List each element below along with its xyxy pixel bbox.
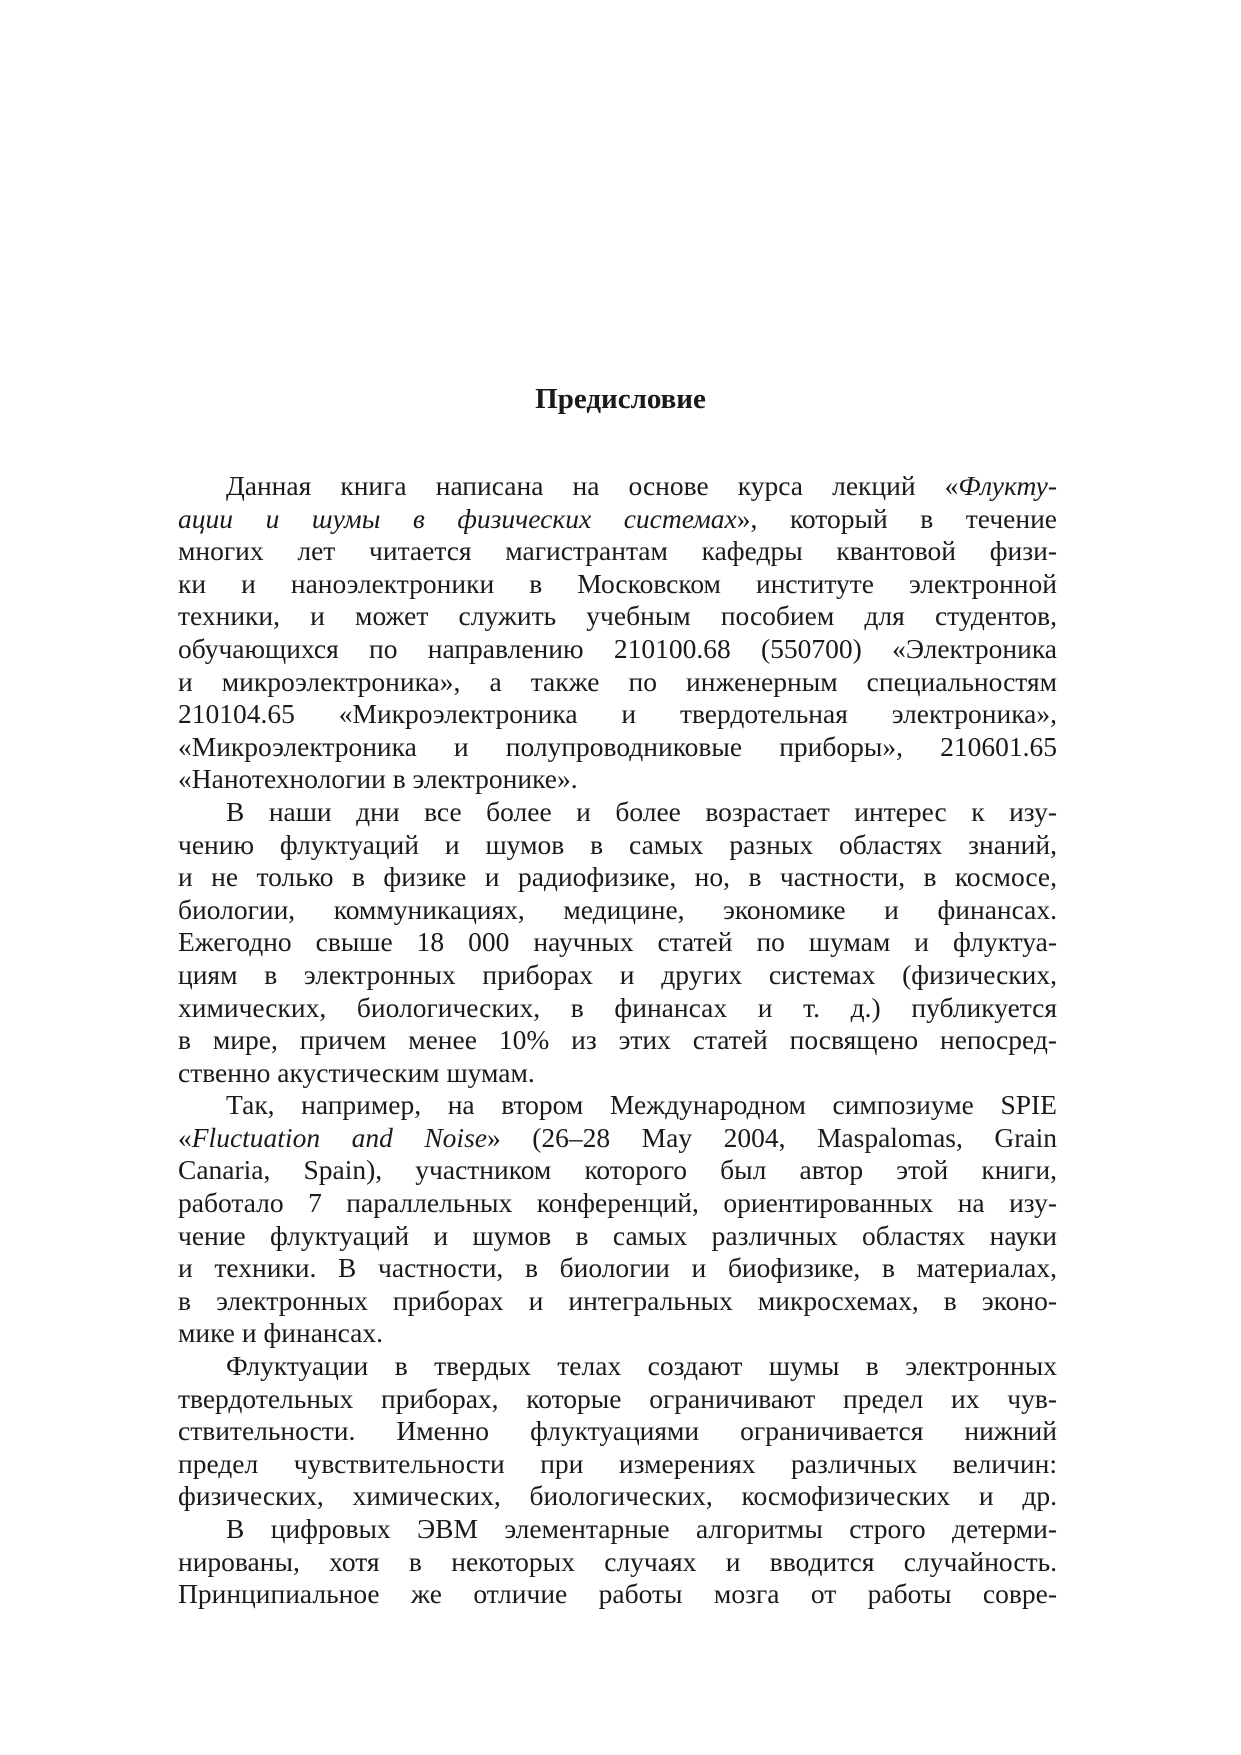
text-line <box>178 1448 1057 1481</box>
text-segment: чению флуктуаций и шумов в самых разных областях знаний, <box>178 828 1057 860</box>
text-segment: ации и шумы в физических системах <box>178 502 737 534</box>
text-line <box>178 1154 1057 1187</box>
text-segment: Fluctuation and Noise <box>191 1121 487 1153</box>
text-line <box>178 1252 1057 1285</box>
text-line <box>178 1350 1057 1383</box>
body-text <box>178 470 1057 1611</box>
text-line <box>178 1187 1057 1220</box>
text-line <box>178 1057 1057 1090</box>
text-segment: В наши дни все более и более возрастает интерес к изу- <box>226 795 1057 827</box>
text-line <box>178 1220 1057 1253</box>
page-title: Предисловие <box>535 383 706 415</box>
text-segment: 210104.65 «Микроэлектроника и твердотельная электроника», <box>178 698 1057 730</box>
text-line <box>178 926 1057 959</box>
text-segment: Флуктуации в твердых телах создают шумы в электронных <box>226 1350 1057 1382</box>
text-segment: в мире, причем менее 10% из этих статей посвящено непосред- <box>178 1024 1057 1056</box>
text-line <box>178 992 1057 1025</box>
text-line <box>178 1415 1057 1448</box>
text-segment: ственно акустическим шумам. <box>178 1056 535 1088</box>
text-segment: чение флуктуаций и шумов в самых различных областях науки <box>178 1219 1057 1251</box>
text-segment: физических, химических, биологических, космофизических и др. <box>178 1480 1057 1512</box>
text-line <box>178 568 1057 601</box>
text-segment: Canaria, Spain), участником которого был автор этой книги, <box>178 1154 1057 1186</box>
text-segment: », который в течение <box>736 502 1057 534</box>
text-line <box>178 861 1057 894</box>
text-line <box>178 535 1057 568</box>
text-line <box>178 1317 1057 1350</box>
text-line <box>178 763 1057 796</box>
text-line <box>178 666 1057 699</box>
text-segment: обучающихся по направлению 210100.68 (550700) «Электроника <box>178 632 1057 664</box>
text-segment: и не только в физике и радиофизике, но, в частности, в космосе, <box>178 861 1057 893</box>
text-line <box>178 1578 1057 1611</box>
text-line <box>178 1383 1057 1416</box>
text-segment: В цифровых ЭВМ элементарные алгоритмы строго детерми- <box>226 1513 1057 1544</box>
text-segment: « <box>178 1121 192 1153</box>
text-line <box>178 1285 1057 1318</box>
text-segment: «Микроэлектроника и полупроводниковые приборы», 210601.65 <box>178 730 1057 762</box>
text-line <box>178 1513 1057 1546</box>
text-segment: твердотельных приборах, которые ограничивают предел их чув- <box>178 1382 1057 1414</box>
text-line <box>178 503 1057 536</box>
text-line <box>178 829 1057 862</box>
text-line <box>178 1546 1057 1579</box>
text-segment: химических, биологических, в финансах и т. д.) публикуется <box>178 991 1057 1023</box>
text-line <box>178 633 1057 666</box>
text-segment: техники, и может служить учебным пособием для студентов, <box>178 600 1057 632</box>
text-line <box>178 470 1057 503</box>
text-segment: Так, например, на втором Международном симпозиуме SPIE <box>226 1089 1057 1121</box>
text-line <box>178 600 1057 633</box>
text-segment: многих лет читается магистрантам кафедры квантовой физи- <box>178 535 1057 567</box>
text-line <box>178 698 1057 731</box>
text-line <box>178 1480 1057 1513</box>
text-line <box>178 894 1057 927</box>
text-segment: ствительности. Именно флуктуациями ограничивается нижний <box>178 1415 1057 1447</box>
text-segment: ки и наноэлектроники в Московском институте электронной <box>178 567 1057 599</box>
text-segment: нированы, хотя в некоторых случаях и вводится случайность. <box>178 1545 1057 1577</box>
text-line <box>178 959 1057 992</box>
text-segment: циям в электронных приборах и других системах (физических, <box>178 958 1057 990</box>
text-segment: и техники. В частности, в биологии и биофизике, в материалах, <box>178 1252 1057 1284</box>
text-line <box>178 731 1057 764</box>
text-segment: Данная книга написана на основе курса лекций « <box>226 470 959 501</box>
text-segment: Ежегодно свыше 18 000 научных статей по шумам и флуктуа- <box>178 926 1057 958</box>
text-segment: «Нанотехнологии в электронике». <box>178 763 578 795</box>
text-segment: Флукту- <box>958 470 1057 501</box>
text-line <box>178 1089 1057 1122</box>
text-line <box>178 796 1057 829</box>
text-segment: Принципиальное же отличие работы мозга от работы совре- <box>178 1578 1057 1610</box>
text-segment: мике и финансах. <box>178 1317 384 1349</box>
text-segment: » (26–28 May 2004, Maspalomas, Grain <box>486 1121 1057 1153</box>
text-segment: биологии, коммуникациях, медицине, экономике и финансах. <box>178 893 1057 925</box>
text-segment: предел чувствительности при измерениях различных величин: <box>178 1447 1057 1479</box>
text-line <box>178 1122 1057 1155</box>
text-segment: работало 7 параллельных конференций, ориентированных на изу- <box>178 1187 1057 1219</box>
text-segment: в электронных приборах и интегральных микросхемах, в эконо- <box>178 1284 1057 1316</box>
text-segment: и микроэлектроника», а также по инженерным специальностям <box>178 665 1057 697</box>
text-line <box>178 1024 1057 1057</box>
